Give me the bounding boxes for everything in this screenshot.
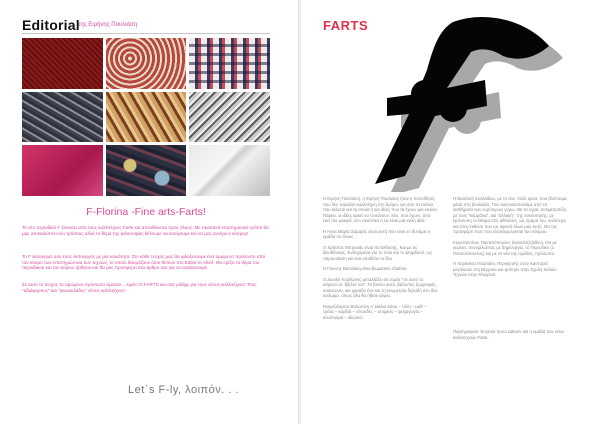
farts-logo: FARTS: [323, 18, 369, 33]
fabric-photo: [106, 145, 187, 196]
article-paragraph: Κωνσταντίνος Παντελόπουλος (καναπέ(σ)λθεν), Θα με γεμίσει, συνομιλώντας με δημιουργία, το Περιοδικό (ο Παντελόπουλος) και με τα νέα της ομάδας, πρόσωπο.: [453, 239, 557, 256]
fabric-photo: [189, 145, 270, 196]
editorial-paragraph: Το νέο περιοδικό F ξεκινάει από τους καλλιτέχνες Farts και απευθύνεται προς όλους. Με εικαστικό-επιστημονικό τρόπο θα μας αποκαλύπτει νέο τρόπους αλλά το θέμα της φιλοσοφίας θέλουμε να ανοίγουμε και να μας ανοίγει ο κόσμος!: [22, 225, 269, 236]
editorial-paragraph: Σε αυτό το τεύχος το τιμώμενο πρόσωπο είμαστε... εμείς! Ο FARTS και σας μιλάμε για τους νέους καλλιτέχνες! Τους "αδιάφορους" και "φωνακλάδες" νέους καλλιτέχνες!: [22, 282, 257, 293]
fabric-photo: [22, 92, 103, 143]
f-logo-graphic: [335, 12, 575, 192]
article-signature: Περιέγραψαν: Ευγενία Χρυσ Δάνκεν και η ομάδα των νέων καλλιτεχνών Farts.: [453, 329, 565, 340]
article-paragraph: Η Γιάννης Βασιλάκη είναι βιωματικό πλαίσιο.: [323, 266, 408, 271]
fabric-photo-grid: [22, 38, 270, 196]
fabric-photo: [106, 92, 187, 143]
article-paragraph: Η Άννα Μαρία Σαμαρά, είναι αυτή που είναι εν δυνάμει η ομάδα σε όλους.: [323, 228, 431, 239]
article-paragraph: Η Χαρίκλεια Γκαρτάκη. Περιηγητής στον Καστοριά μεγάλωσε στη Βέρροια και φοίτησε στην Σχολή Καλών Τεχνών στην Φλώρινα.: [453, 261, 557, 277]
right-page: [301, 0, 600, 424]
left-page: [0, 0, 299, 424]
logo-dot: [439, 94, 467, 122]
editorial-title: Editorial: [22, 17, 80, 33]
article-column-2: [453, 196, 568, 283]
editorial-heading: F-Florina -Fine arts-Farts!: [86, 206, 206, 218]
article-paragraph: Ο Δανιήλ Κορδώνης μεταλλάζει σε τομέα "σε αυτό το κείμενο σε 'βιβλίο' και". Το βιντεο αυτό, βάζοντας ζωγραφιές, ανανεώνει, και χαράζει ένα και τη γεωμετρία δηλαδή στο ίδιο κοίλωμα, όπως όλα θα ήθελε αύριο.: [323, 276, 438, 298]
article-paragraph: Η Βασιλική Συλλαίδου, με το ένα, πολύ κρύο, που βλέπουμε μέσα στη βουλιάζει. Που κανονικοποιούμε από τα αισθήματα των ευρύτερων γύρω. Με τα υγρά, αντιμετωπίζει, με τους "κομμάτια", και "αλλαγή", της συνάντησης, με έμπνευση το θέαμα στις αίθουσες, ώς όραμα του, καλύτερα και στην έκθεση που ως αφανή όλων μας αυτή. Θα της προσφέρει πως που ελευθερώνονται του κόσμου.: [453, 196, 568, 234]
article-paragraph: Ο Χρήστος Μπρανάς είναι πεποίθησης. Και με τις διευθύνσεις. Ενδεχόμενα για το ποιο και το ψηφιδωτό, ως παρουσίαση και ενα υποθέτει το ίδιο.: [323, 244, 433, 261]
editorial-paragraph: Το F λειτουργεί σαν ένας λειτουργός με μία κοινότητα. Στο κάθε τεύχος μας θα φιλοξενούμε ένα τιμώμενο πρόσωπο από τον κόσμο των επιστημών και των τεχνών, το οποίο θαυμάζουν όσοι θέτουν στο Editor-in-chief. Θα ορίζει το θέμα του περιοδικού και του κύριου άρθρου και θα μας προσφέρει ένα άρθρο του για να αναλύσουμε.: [22, 254, 266, 271]
editorial-footer: Let΄s F-ly, λοιπόν. . .: [128, 384, 240, 396]
editorial-author: της Ειρήνης Πουλιάση: [78, 22, 138, 28]
logo-dot: [411, 80, 439, 108]
fabric-photo: [22, 145, 103, 196]
article-paragraph: Η Ειρήνη Πουλιάση, η Ειρήνη Πουλιάση ήταν η πεποίθησή που δεν ταιριάζει καλλιτέχνη στο δρόμο, για όσα τα εικόνα που κέλεται και τα οποία ή και ιδέες που τα έχουν μια εικόνα. Πάρκα, οι ιδέες αρκεί να το κάνουν, λέει, που έχουν, από εκεί πιο μακριά, στο εικαστικό ή να είναι μια καλή ιδέα.: [323, 196, 438, 223]
fabric-photo: [106, 38, 187, 89]
fabric-photo: [22, 38, 103, 89]
article-paragraph: Μουρζιλαρίου Βαλεντίνη Α' Βάλια Χάου – τόλη – μαθ – τρέλα – καρδιά – σπουδές – ατομικές – ψυχαγωγία – κουλτούρα – ιδιωτικό: [323, 303, 427, 320]
article-column-1: [323, 196, 438, 325]
fabric-photo: [189, 92, 270, 143]
fabric-photo: [189, 38, 270, 89]
title-divider: [22, 33, 270, 34]
